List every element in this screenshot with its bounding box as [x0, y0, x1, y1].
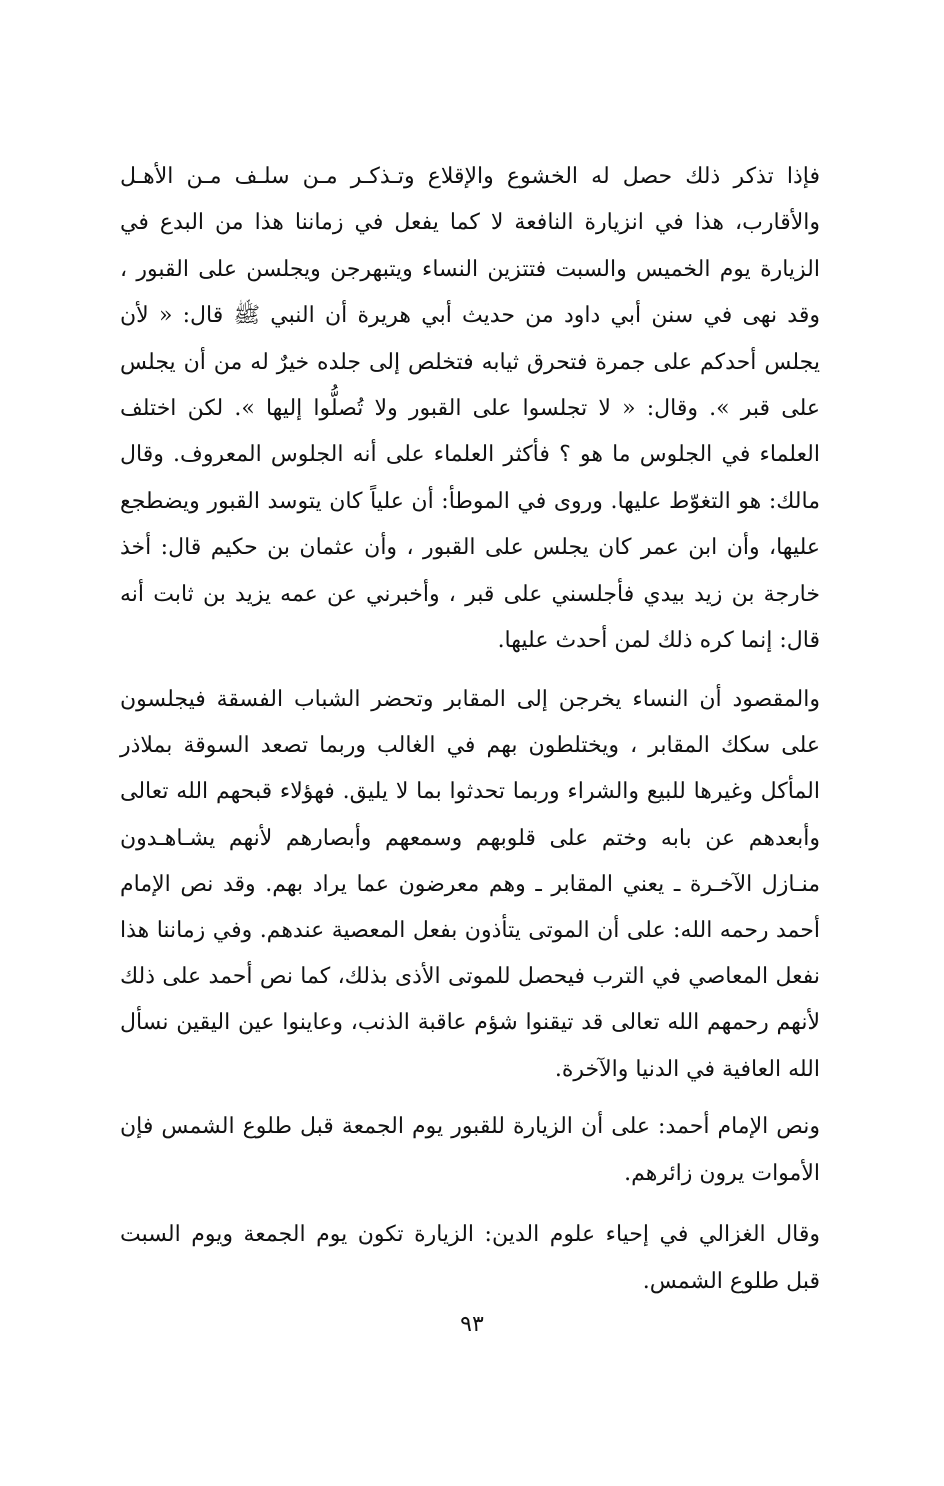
- paragraph-4: وقال الغزالي في إحياء علوم الدين: الزيارة تكون يوم الجمعة ويوم السبت قبل طلوع الشمس.: [120, 1222, 820, 1294]
- paragraph-3: ونص الإمام أحمد: على أن الزيارة للقبور يوم الجمعة قبل طلوع الشمس فإن الأموات يرون زائرهم.: [120, 1114, 820, 1186]
- paragraph-1: فإذا تذكر ذلك حصل له الخشوع والإقلاع وتـذكـر مـن سلـف مـن الأهـل والأقارب، هذا في انزيارة النافعة لا كما يفعل في زماننا هذا من البدع في الزيارة يوم الخميس والسبت فتتزين النساء ويتبهرجن ويجلسن على القبور ، وقد نهى في سنن أبي داود من حديث أبي هريرة أن النبي ﷺ قال: « لأن يجلس أحدكم على جمرة فتحرق ثيابه فتخلص إلى جلده خيرٌ له من أن يجلس على قبر ». وقال: « لا تجلسوا على القبور ولا تُصلُّوا إليها ». لكن اختلف العلماء في الجلوس ما هو ؟ فأكثر العلماء على أنه الجلوس المعروف. وقال مالك: هو التغوّط عليها. وروى في الموطأ: أن علياً كان يتوسد القبور ويضطجع عليها، وأن ابن عمر كان يجلس على القبور ، وأن عثمان بن حكيم قال: أخذ خارجة بن زيد بيدي فأجلسني على قبر ، وأخبرني عن عمه يزيد بن ثابت أنه قال: إنما كره ذلك لمن أحدث عليها.: [120, 164, 820, 654]
- paragraph-2: والمقصود أن النساء يخرجن إلى المقابر وتحضر الشباب الفسقة فيجلسون على سكك المقابر ، ويختلطون بهم في الغالب وربما تصعد السوقة بملاذر المأكل وغيرها للبيع والشراء وربما تحدثوا بما لا يليق. فهؤلاء قبحهم الله تعالى وأبعدهم عن بابه وختم على قلوبهم وسمعهم وأبصارهم لأنهم يشـاهـدون منـازل الآخـرة ـ يعني المقابر ـ وهم معرضون عما يراد بهم. وقد نص الإمام أحمد رحمه الله: على أن الموتى يتأذون بفعل المعصية عندهم. وفي زماننا هذا نفعل المعاصي في الترب فيحصل للموتى الأذى بذلك، كما نص أحمد على ذلك لأنهم رحمهم الله تعالى قد تيقنوا شؤم عاقبة الذنب، وعاينوا عين اليقين نسأل الله العافية في الدنيا والآخرة.: [120, 687, 820, 1082]
- page-number: ٩٣: [460, 1312, 484, 1337]
